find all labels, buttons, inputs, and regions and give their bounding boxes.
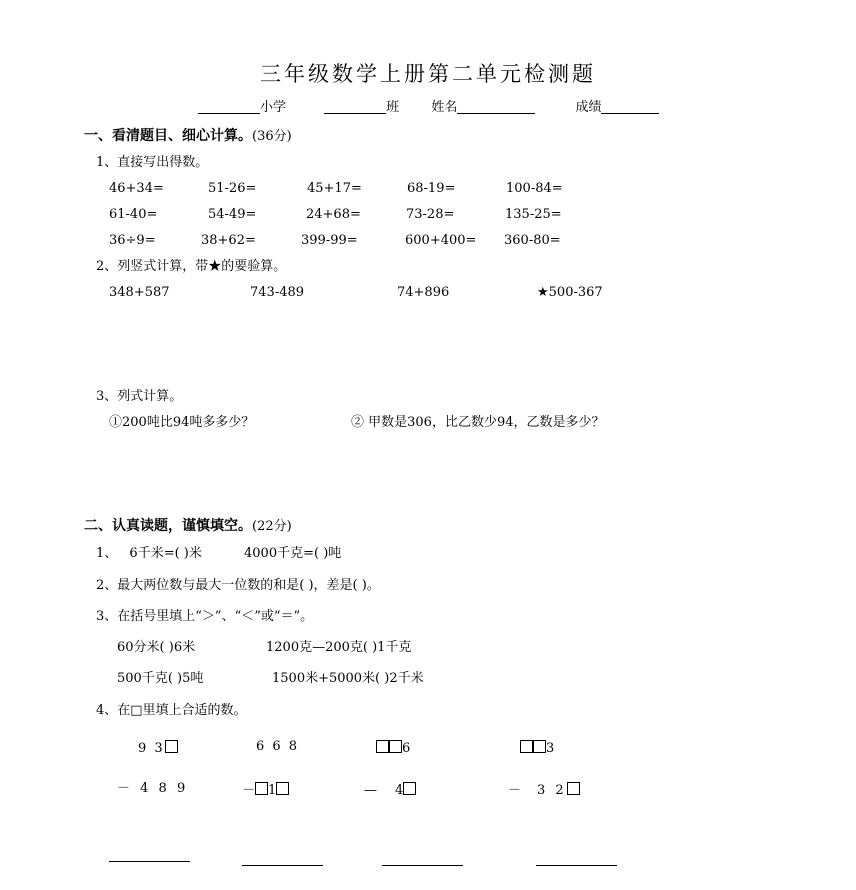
fill-q4-prompt: 4、在□里填上合适的数。 [96, 703, 247, 718]
section1-points: (36分) [252, 129, 292, 144]
calc-r2-c5: 135-25= [505, 207, 562, 222]
q3-part-a: ①200吨比94吨多多少？ [109, 415, 255, 430]
puzzle1-answer-line [109, 861, 190, 862]
answer-box[interactable] [255, 782, 268, 795]
q3-prompt: 3、列式计算。 [96, 389, 183, 404]
puzzle3-minus: — [364, 783, 377, 798]
puzzle4-minus: － [508, 783, 522, 798]
page-title: 三年级数学上册第二单元检测题 [260, 62, 596, 86]
puzzle1-bottom: － 4 8 9 [117, 781, 189, 796]
vertical-calc-2: 743-489 [250, 285, 305, 300]
puzzle1-top-digits: 9 3 [138, 741, 165, 756]
calc-r3-c2: 38+62= [201, 233, 256, 248]
calc-r2-c4: 73-28= [406, 207, 455, 222]
q2-prompt: 2、列竖式计算，带★的要验算。 [96, 259, 287, 274]
school-label: 小学 [260, 100, 287, 115]
answer-box[interactable] [376, 740, 389, 753]
puzzle4-answer-line [536, 865, 617, 866]
section2-heading [84, 519, 292, 533]
puzzle4-top [520, 740, 554, 755]
puzzle3-digit: 6 [402, 741, 411, 756]
compare-3: 500千克( )5吨 [117, 671, 204, 686]
fill-q1 [96, 547, 341, 560]
calc-r3-c3: 399-99= [301, 233, 358, 248]
calc-r3-c1: 36÷9= [109, 233, 156, 248]
fill-q2: 2、最大两位数与最大一位数的和是( )，差是( )。 [96, 578, 380, 593]
calc-r3-c4: 600+400= [405, 233, 477, 248]
score-label: 成绩 [575, 100, 602, 115]
calc-r1-c1: 46+34= [109, 181, 164, 196]
q3-part-b: ② 甲数是306，比乙数少94，乙数是多少？ [351, 415, 605, 430]
puzzle4-digits: 3 2 [537, 783, 567, 798]
q1-prompt: 1、直接写出得数。 [96, 155, 209, 170]
score-blank[interactable] [601, 101, 659, 114]
fill-q1-num: 1、 [96, 546, 118, 561]
puzzle3-top [376, 740, 410, 755]
student-info-row [198, 101, 659, 114]
compare-1: 60分米( )6米 [117, 640, 196, 655]
answer-box[interactable] [165, 740, 178, 753]
puzzle2-digit: 1 [268, 783, 277, 798]
calc-r1-c3: 45+17= [307, 181, 362, 196]
vertical-calc-3: 74+896 [397, 285, 450, 300]
school-blank[interactable] [198, 101, 260, 114]
puzzle3-bottom [364, 782, 416, 797]
puzzle3-digit: 4 [395, 783, 404, 798]
calc-r1-c4: 68-19= [407, 181, 456, 196]
puzzle1-top [138, 740, 178, 755]
answer-box[interactable] [533, 740, 546, 753]
puzzle2-minus: － [242, 783, 256, 798]
calc-r2-c3: 24+68= [306, 207, 361, 222]
fill-q1-b: 4000千克=( )吨 [244, 546, 342, 561]
puzzle2-bottom [242, 782, 289, 797]
answer-box[interactable] [567, 782, 580, 795]
calc-r3-c5: 360-80= [504, 233, 561, 248]
puzzle4-digit: 3 [546, 741, 555, 756]
compare-2: 1200克—200克( )1千克 [266, 640, 412, 655]
calc-r2-c1: 61-40= [109, 207, 158, 222]
calc-r2-c2: 54-49= [208, 207, 257, 222]
compare-4: 1500米+5000米( )2千米 [272, 671, 424, 686]
puzzle2-answer-line [242, 865, 323, 866]
name-label: 姓名 [431, 100, 458, 115]
vertical-calc-4: ★500-367 [537, 285, 603, 300]
fill-q1-a: 6千米=( )米 [129, 546, 202, 561]
name-blank[interactable] [457, 101, 535, 114]
section1-title: 一、看清题目、细心计算。 [84, 128, 252, 144]
answer-box[interactable] [276, 782, 289, 795]
class-blank[interactable] [324, 101, 386, 114]
puzzle4-bottom [508, 782, 580, 797]
answer-box[interactable] [389, 740, 402, 753]
class-label: 班 [386, 100, 400, 115]
section2-title: 二、认真读题，谨慎填空。 [84, 518, 252, 534]
answer-box[interactable] [403, 782, 416, 795]
calc-r1-c2: 51-26= [208, 181, 257, 196]
section2-points: (22分) [252, 519, 292, 534]
vertical-calc-1: 348+587 [109, 285, 170, 300]
calc-r1-c5: 100-84= [506, 181, 563, 196]
answer-box[interactable] [520, 740, 533, 753]
puzzle3-answer-line [382, 865, 463, 866]
puzzle2-top: 6 6 8 [256, 739, 300, 754]
fill-q3-prompt: 3、在括号里填上“＞”、“＜”或“＝”。 [96, 609, 314, 624]
section1-heading [84, 129, 292, 143]
